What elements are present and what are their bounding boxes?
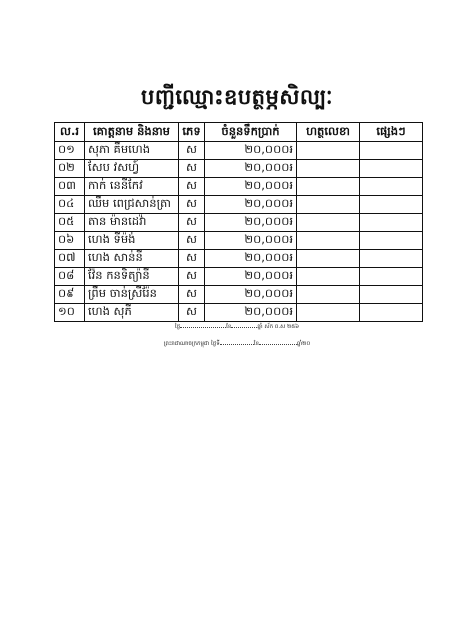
- cell-signature: [297, 142, 360, 160]
- table-row: [55, 286, 423, 304]
- cell-amount: ២០,០០០៛: [205, 286, 297, 304]
- header-name: គោត្តនាម និងនាម: [85, 123, 179, 142]
- cell-signature: [297, 178, 360, 196]
- cell-other: [360, 268, 423, 286]
- cell-no: ០៩: [55, 286, 85, 304]
- header-no: ល.រ: [55, 123, 85, 142]
- date-line-solar: [0, 340, 474, 348]
- donor-table: [54, 122, 423, 322]
- cell-no: ០៦: [55, 232, 85, 250]
- solar-year-label: ឆ្នាំ២០: [297, 341, 311, 347]
- cell-other: [360, 304, 423, 322]
- header-sex: ភេទ: [179, 123, 205, 142]
- cell-signature: [297, 250, 360, 268]
- solar-month-label: ខែ: [253, 341, 259, 347]
- table-row: [55, 196, 423, 214]
- cell-name: ព្រឹម ចាន់ស្រីរ៉ែន: [85, 286, 179, 304]
- cell-amount: ២០,០០០៛: [205, 160, 297, 178]
- table-row: [55, 160, 423, 178]
- cell-name: ហេង ទីម៉ង់: [85, 232, 179, 250]
- cell-no: ០៧: [55, 250, 85, 268]
- header-other: ផ្សេងៗ: [360, 123, 423, 142]
- table-row: [55, 232, 423, 250]
- cell-sex: ស: [179, 232, 205, 250]
- cell-amount: ២០,០០០៛: [205, 250, 297, 268]
- header-signature: ហត្ថលេខា: [297, 123, 360, 142]
- cell-no: ០២: [55, 160, 85, 178]
- cell-sex: ស: [179, 250, 205, 268]
- date-place-label: ព្រះរាជាណាចក្រកម្ពុជា ថ្ងៃទី: [163, 341, 220, 347]
- cell-other: [360, 178, 423, 196]
- cell-amount: ២០,០០០៛: [205, 214, 297, 232]
- date-era-text: ស័ក ព.ស ២៥៦: [264, 324, 300, 330]
- cell-other: [360, 250, 423, 268]
- date-month-label: ខែ: [226, 324, 232, 330]
- document-title: បញ្ជីឈ្មោះឧបត្ថម្ភសិល្បៈ: [141, 85, 333, 109]
- table-row: [55, 142, 423, 160]
- cell-amount: ២០,០០០៛: [205, 268, 297, 286]
- solar-month-blank: [259, 344, 297, 345]
- cell-amount: ២០,០០០៛: [205, 178, 297, 196]
- cell-sex: ស: [179, 160, 205, 178]
- cell-no: ០៨: [55, 268, 85, 286]
- cell-amount: ២០,០០០៛: [205, 196, 297, 214]
- table-row: [55, 268, 423, 286]
- cell-name: ឈឹម ពេជ្រសាន់ត្រា: [85, 196, 179, 214]
- cell-signature: [297, 232, 360, 250]
- cell-name: ហេង សុភី: [85, 304, 179, 322]
- cell-name: តាន ម៉ានដេវ៉ា: [85, 214, 179, 232]
- solar-day-blank: [220, 344, 254, 345]
- cell-signature: [297, 160, 360, 178]
- cell-no: ១០: [55, 304, 85, 322]
- cell-no: ០១: [55, 142, 85, 160]
- cell-other: [360, 214, 423, 232]
- date-year-label: ឆ្នាំ: [257, 324, 263, 330]
- cell-sex: ស: [179, 178, 205, 196]
- cell-signature: [297, 214, 360, 232]
- cell-amount: ២០,០០០៛: [205, 142, 297, 160]
- cell-amount: ២០,០០០៛: [205, 304, 297, 322]
- cell-other: [360, 142, 423, 160]
- cell-name: សុភា គឹមហេង: [85, 142, 179, 160]
- cell-name: កាក់ នេនីកែវ: [85, 178, 179, 196]
- cell-signature: [297, 304, 360, 322]
- table-header-row: [55, 123, 423, 142]
- cell-sex: ស: [179, 196, 205, 214]
- table-row: [55, 178, 423, 196]
- cell-amount: ២០,០០០៛: [205, 232, 297, 250]
- cell-no: ០៣: [55, 178, 85, 196]
- cell-sex: ស: [179, 286, 205, 304]
- cell-sex: ស: [179, 142, 205, 160]
- cell-sex: ស: [179, 268, 205, 286]
- table-row: [55, 214, 423, 232]
- cell-other: [360, 232, 423, 250]
- cell-no: ០៥: [55, 214, 85, 232]
- cell-name: ហេង សាន់នី: [85, 250, 179, 268]
- day-blank: [180, 327, 226, 328]
- cell-signature: [297, 196, 360, 214]
- month-blank: [231, 327, 257, 328]
- cell-signature: [297, 286, 360, 304]
- table-row: [55, 250, 423, 268]
- cell-other: [360, 286, 423, 304]
- cell-signature: [297, 268, 360, 286]
- date-line-lunar: [0, 323, 474, 331]
- cell-sex: ស: [179, 304, 205, 322]
- cell-other: [360, 196, 423, 214]
- cell-no: ០៤: [55, 196, 85, 214]
- cell-name: សែប វសហ្វ៍: [85, 160, 179, 178]
- table-row: [55, 304, 423, 322]
- cell-other: [360, 160, 423, 178]
- cell-name: វ៉ែន កនទិត្យ៉ានី: [85, 268, 179, 286]
- date-day-label: ថ្ងៃ: [174, 324, 181, 330]
- header-amount: ចំនួនទឹកប្រាក់: [205, 123, 297, 142]
- cell-sex: ស: [179, 214, 205, 232]
